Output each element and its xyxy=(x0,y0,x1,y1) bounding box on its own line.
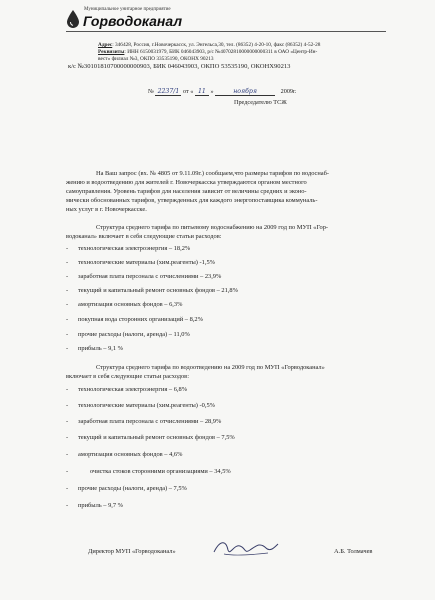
org-type: Муниципальное унитарное предприятие xyxy=(84,7,171,12)
bullet-dash: - xyxy=(66,402,69,409)
bullet-dash: - xyxy=(66,316,69,323)
list-item: прибыль – 9,1 % xyxy=(78,345,123,352)
list-item: заработная плата персонала с отчислениями – 23,9% xyxy=(78,273,222,280)
requisites-line xyxy=(98,49,317,56)
addressee: Председателю ТСЖ xyxy=(234,99,287,106)
address-text: : 346428, Россия, г.Новочеркасск, ул. Энгельса,30, тел. (86352) 4-20-10, факс (86352) 4-52-28 xyxy=(112,42,321,48)
bullet-dash: - xyxy=(66,245,69,252)
bullet-dash: - xyxy=(66,468,69,475)
list-item: технологические материалы (хим.реагенты) -0,5% xyxy=(78,402,215,409)
section-heading: водоканал» включает в себя следующие статьи расходов: xyxy=(66,233,222,240)
bullet-dash: - xyxy=(66,386,69,393)
section-heading: включает в себя следующие статьи расходов: xyxy=(66,373,189,380)
list-item: текущий и капитальный ремонт основных фондов – 21,8% xyxy=(78,287,238,294)
intro-line: самоуправления. Уровень тарифов для населения зависит от величины средних и эконо- xyxy=(66,188,307,195)
bullet-dash: - xyxy=(66,301,69,308)
list-item: покупная вода сторонних организаций – 8,2% xyxy=(78,316,203,323)
header-divider xyxy=(66,31,386,32)
bullet-dash: - xyxy=(66,287,69,294)
address-label: Адрес xyxy=(98,42,113,48)
bullet-dash: - xyxy=(66,345,69,352)
account-line: к/с №30101810700000000903, БИК 046043903, ОКПО 53535190, ОКОНХ90213 xyxy=(68,63,291,70)
date-from-label: от « xyxy=(183,88,194,95)
date-quote: » xyxy=(210,88,214,95)
handwritten-signature xyxy=(210,536,280,560)
list-item: прочие расходы (налоги, аренда) – 11,0% xyxy=(78,331,190,338)
bullet-dash: - xyxy=(66,434,69,441)
requisites-text-1: : ИНН 6150031979, БИК 046043903, р/с №40702810000000000311 в ОАО «Центр-Ин- xyxy=(124,49,318,55)
list-item: заработная плата персонала с отчислениями – 28,9% xyxy=(78,418,222,425)
bullet-dash: - xyxy=(66,259,69,266)
section-heading: Структура среднего тарифа по водоотведению на 2009 год по МУП «Горводоканал» xyxy=(96,364,325,371)
list-item: амортизация основных фондов – 4,6% xyxy=(78,451,183,458)
outgoing-number xyxy=(148,88,296,96)
bullet-dash: - xyxy=(66,502,69,509)
signatory-position: Директор МУП «Горводоканал» xyxy=(88,548,176,555)
intro-line: мически обоснованных тарифов, утвержденных для каждого энергопоставщика коммуналь- xyxy=(66,197,318,204)
list-item: текущий и капитальный ремонт основных фондов – 7,5% xyxy=(78,434,235,441)
org-name: Горводоканал xyxy=(83,13,183,29)
requisites-label: Реквизиты xyxy=(98,49,125,55)
intro-line: На Ваш запрос (вх. № 4805 от 9.11.09г.) сообщаем,что размеры тарифов по водоснаб- xyxy=(96,170,330,177)
date-month: ноября xyxy=(215,88,275,96)
intro-line: ных услуг в г. Новочеркасске. xyxy=(66,206,147,213)
list-item: очистка стоков сторонними организациями – 34,5% xyxy=(90,468,231,475)
list-item: технологическая электроэнергия – 6,8% xyxy=(78,386,188,393)
intro-line: жению и водоотведению для жителей г. Новочеркасска утверждаются органом местного xyxy=(66,179,307,186)
bullet-dash: - xyxy=(66,273,69,280)
list-item: технологическая электроэнергия – 18,2% xyxy=(78,245,191,252)
number-value: 2237/1 xyxy=(155,88,181,96)
number-label: № xyxy=(148,88,154,95)
list-item: прочие расходы (налоги, аренда) – 7,5% xyxy=(78,485,187,492)
address-line xyxy=(98,42,320,49)
bullet-dash: - xyxy=(66,485,69,492)
bullet-dash: - xyxy=(66,418,69,425)
bullet-dash: - xyxy=(66,451,69,458)
list-item: амортизация основных фондов – 6,3% xyxy=(78,301,183,308)
date-year: 2009г. xyxy=(280,88,297,95)
list-item: прибыль – 9,7 % xyxy=(78,502,123,509)
water-drop-icon xyxy=(66,10,80,28)
requisites-line-2: вест» филиал №3, ОКПО 33535190, ОКОНХ 90213 xyxy=(98,56,214,62)
section-heading: Структура среднего тарифа по питьевому водоснабжению на 2009 год по МУП «Гор- xyxy=(96,224,329,231)
bullet-dash: - xyxy=(66,331,69,338)
list-item: технологические материалы (хим.реагенты) -1,5% xyxy=(78,259,215,266)
date-day: 11 xyxy=(195,88,209,96)
signatory-name: А.Б. Толмачев xyxy=(334,548,373,555)
